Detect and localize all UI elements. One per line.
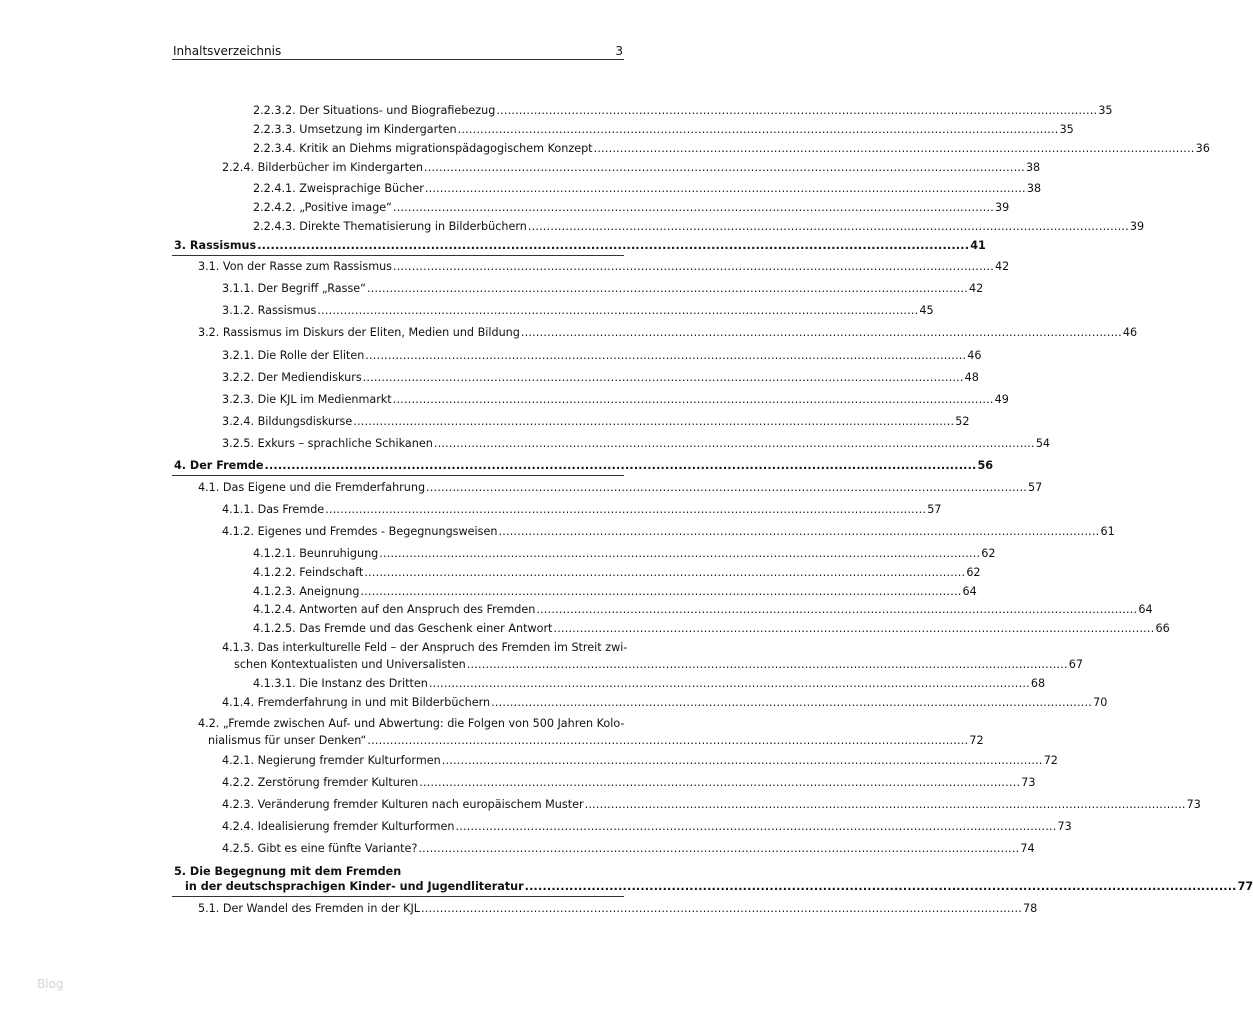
leader-dots: ................................................................................................................................................................ <box>584 798 1186 811</box>
leader-dots: ................................................................................................................................................................ <box>257 239 970 252</box>
watermark-text: Blog <box>37 977 64 991</box>
toc-entry-multiline[interactable] <box>222 639 1083 673</box>
entry-line-2: schen Kontextualisten und Universalisten <box>234 658 466 671</box>
leader-dots: ................................................................................................................................................................ <box>520 326 1122 339</box>
leader-dots: ................................................................................................................................................................ <box>593 142 1195 155</box>
leader-dots: ................................................................................................................................................................ <box>457 123 1059 136</box>
toc-entry[interactable]: 2.2.4. Bilderbücher im Kindergarten ................................................................................................................................................................ 38 <box>222 161 1041 174</box>
toc-entry[interactable]: 4.2.1. Negierung fremder Kulturformen ................................................................................................................................................................ 72 <box>222 754 1058 767</box>
leader-dots: ................................................................................................................................................................ <box>441 754 1043 767</box>
leader-dots: ................................................................................................................................................................ <box>392 201 994 214</box>
toc-entry[interactable]: 3.2.1. Die Rolle der Eliten ................................................................................................................................................................ 46 <box>222 349 982 362</box>
leader-dots: ................................................................................................................................................................ <box>418 842 1020 855</box>
leader-dots: ................................................................................................................................................................ <box>364 566 966 579</box>
leader-dots: ................................................................................................................................................................ <box>365 349 967 362</box>
leader-dots: ................................................................................................................................................................ <box>362 371 964 384</box>
leader-dots: ................................................................................................................................................................ <box>553 622 1155 635</box>
entry-line-1: 4.1.3. Das interkulturelle Feld – der Anspruch des Fremden im Streit zwi- <box>222 641 628 654</box>
toc-entry[interactable]: 3.2.4. Bildungsdiskurse ................................................................................................................................................................ 52 <box>222 415 970 428</box>
leader-dots: ................................................................................................................................................................ <box>524 880 1237 893</box>
toc-entry[interactable]: 3.1.1. Der Begriff „Rasse“ ................................................................................................................................................................ 42 <box>222 282 984 295</box>
toc-entry[interactable]: 5.1. Der Wandel des Fremden in der KJL ................................................................................................................................................................ 78 <box>198 902 1038 915</box>
toc-entry[interactable]: 4.1.4. Fremderfahrung in und mit Bilderbüchern ................................................................................................................................................................ 70 <box>222 696 1108 709</box>
toc-entry-multiline[interactable] <box>198 715 984 749</box>
entry-line-2: in der deutschsprachigen Kinder- und Jugendliteratur <box>185 880 524 893</box>
toc-entry[interactable]: 3.2. Rassismus im Diskurs der Eliten, Medien und Bildung ................................................................................................................................................................ 46 <box>198 326 1138 339</box>
toc-entry[interactable]: 4.1.2.1. Beunruhigung ................................................................................................................................................................ 62 <box>253 547 996 560</box>
leader-dots: ................................................................................................................................................................ <box>379 547 981 560</box>
toc-entry[interactable]: 2.2.3.4. Kritik an Diehms migrationspädagogischem Konzept ................................................................................................................................................................ 36 <box>253 142 1210 155</box>
header-title: Inhaltsverzeichnis <box>173 44 282 58</box>
toc-entry[interactable]: 4.1.3.1. Die Instanz des Dritten ................................................................................................................................................................ 68 <box>253 677 1046 690</box>
toc-entry[interactable]: 3.2.2. Der Mediendiskurs ................................................................................................................................................................ 48 <box>222 371 979 384</box>
toc-entry[interactable]: 3.1.2. Rassismus ................................................................................................................................................................ 45 <box>222 304 934 317</box>
leader-dots: ................................................................................................................................................................ <box>366 282 968 295</box>
leader-dots: ................................................................................................................................................................ <box>421 902 1023 915</box>
leader-dots: ................................................................................................................................................................ <box>424 182 1026 195</box>
leader-dots: ................................................................................................................................................................ <box>536 603 1138 616</box>
toc-entry[interactable]: 4.1.2.5. Das Fremde und das Geschenk einer Antwort ................................................................................................................................................................ 66 <box>253 622 1170 635</box>
leader-dots: ................................................................................................................................................................ <box>423 161 1025 174</box>
toc-entry[interactable]: 4.2.3. Veränderung fremder Kulturen nach europäischem Muster ................................................................................................................................................................ 73 <box>222 798 1201 811</box>
toc-entry[interactable]: 2.2.4.3. Direkte Thematisierung in Bilderbüchern ................................................................................................................................................................ 39 <box>253 220 1145 233</box>
entry-page: 67 <box>1068 658 1083 671</box>
divider <box>172 475 624 476</box>
entry-page: 77 <box>1237 880 1253 893</box>
toc-entry[interactable]: 4.1. Das Eigene und die Fremderfahrung ................................................................................................................................................................ 57 <box>198 481 1043 494</box>
toc-chapter[interactable]: 3. Rassismus ................................................................................................................................................................ 41 <box>174 239 986 252</box>
leader-dots: ................................................................................................................................................................ <box>498 525 1100 538</box>
toc-entry[interactable]: 3.2.3. Die KJL im Medienmarkt ................................................................................................................................................................ 49 <box>222 393 1009 406</box>
toc-entry[interactable]: 4.1.2.3. Aneignung ................................................................................................................................................................ 64 <box>253 585 977 598</box>
leader-dots: ................................................................................................................................................................ <box>264 459 977 472</box>
toc-entry[interactable]: 4.1.2. Eigenes und Fremdes - Begegnungsweisen ................................................................................................................................................................ 61 <box>222 525 1115 538</box>
leader-dots: ................................................................................................................................................................ <box>433 437 1035 450</box>
leader-dots: ................................................................................................................................................................ <box>392 393 994 406</box>
toc-entry[interactable]: 4.2.4. Idealisierung fremder Kulturformen ................................................................................................................................................................ 73 <box>222 820 1072 833</box>
toc-entry[interactable]: 3.2.5. Exkurs – sprachliche Schikanen ................................................................................................................................................................ 54 <box>222 437 1051 450</box>
leader-dots: ................................................................................................................................................................ <box>353 415 955 428</box>
toc-entry[interactable]: 4.1.2.2. Feindschaft ................................................................................................................................................................ 62 <box>253 566 981 579</box>
page-header <box>172 44 624 60</box>
leader-dots: ................................................................................................................................................................ <box>393 260 995 273</box>
header-page-number: 3 <box>615 44 623 58</box>
toc-entry[interactable]: 2.2.4.1. Zweisprachige Bücher ................................................................................................................................................................ 38 <box>253 182 1042 195</box>
leader-dots: ................................................................................................................................................................ <box>527 220 1129 233</box>
divider <box>172 896 624 897</box>
toc-entry[interactable]: 4.1.2.4. Antworten auf den Anspruch des Fremden ................................................................................................................................................................ 64 <box>253 603 1153 616</box>
leader-dots: ................................................................................................................................................................ <box>360 585 962 598</box>
leader-dots: ................................................................................................................................................................ <box>428 677 1030 690</box>
entry-line-1: 5. Die Begegnung mit dem Fremden <box>174 865 402 878</box>
leader-dots: ................................................................................................................................................................ <box>426 481 1028 494</box>
toc-entry[interactable]: 3.1. Von der Rasse zum Rassismus ................................................................................................................................................................ 42 <box>198 260 1010 273</box>
toc-entry[interactable]: 2.2.4.2. „Positive image“ ................................................................................................................................................................ 39 <box>253 201 1010 214</box>
toc-entry[interactable]: 4.2.5. Gibt es eine fünfte Variante? ................................................................................................................................................................ 74 <box>222 842 1035 855</box>
entry-line-2: nialismus für unser Denken“ <box>208 734 367 747</box>
toc-entry[interactable]: 2.2.3.3. Umsetzung im Kindergarten ................................................................................................................................................................ 35 <box>253 123 1074 136</box>
leader-dots: ................................................................................................................................................................ <box>419 776 1021 789</box>
leader-dots: ................................................................................................................................................................ <box>496 104 1098 117</box>
leader-dots: ................................................................................................................................................................ <box>455 820 1057 833</box>
leader-dots: ................................................................................................................................................................ <box>367 734 969 747</box>
leader-dots: ................................................................................................................................................................ <box>491 696 1093 709</box>
toc-chapter-multiline[interactable] <box>174 864 1253 894</box>
leader-dots: ................................................................................................................................................................ <box>325 503 927 516</box>
leader-dots: ................................................................................................................................................................ <box>317 304 919 317</box>
toc-entry[interactable]: 4.2.2. Zerstörung fremder Kulturen ................................................................................................................................................................ 73 <box>222 776 1036 789</box>
leader-dots: ................................................................................................................................................................ <box>466 658 1068 671</box>
divider <box>172 255 624 256</box>
entry-line-1: 4.2. „Fremde zwischen Auf- und Abwertung: die Folgen von 500 Jahren Kolo- <box>198 717 625 730</box>
toc-chapter[interactable]: 4. Der Fremde ................................................................................................................................................................ 56 <box>174 459 994 472</box>
entry-page: 72 <box>969 734 984 747</box>
toc-entry[interactable]: 4.1.1. Das Fremde ................................................................................................................................................................ 57 <box>222 503 942 516</box>
toc-entry[interactable]: 2.2.3.2. Der Situations- und Biografiebezug ................................................................................................................................................................ 35 <box>253 104 1113 117</box>
